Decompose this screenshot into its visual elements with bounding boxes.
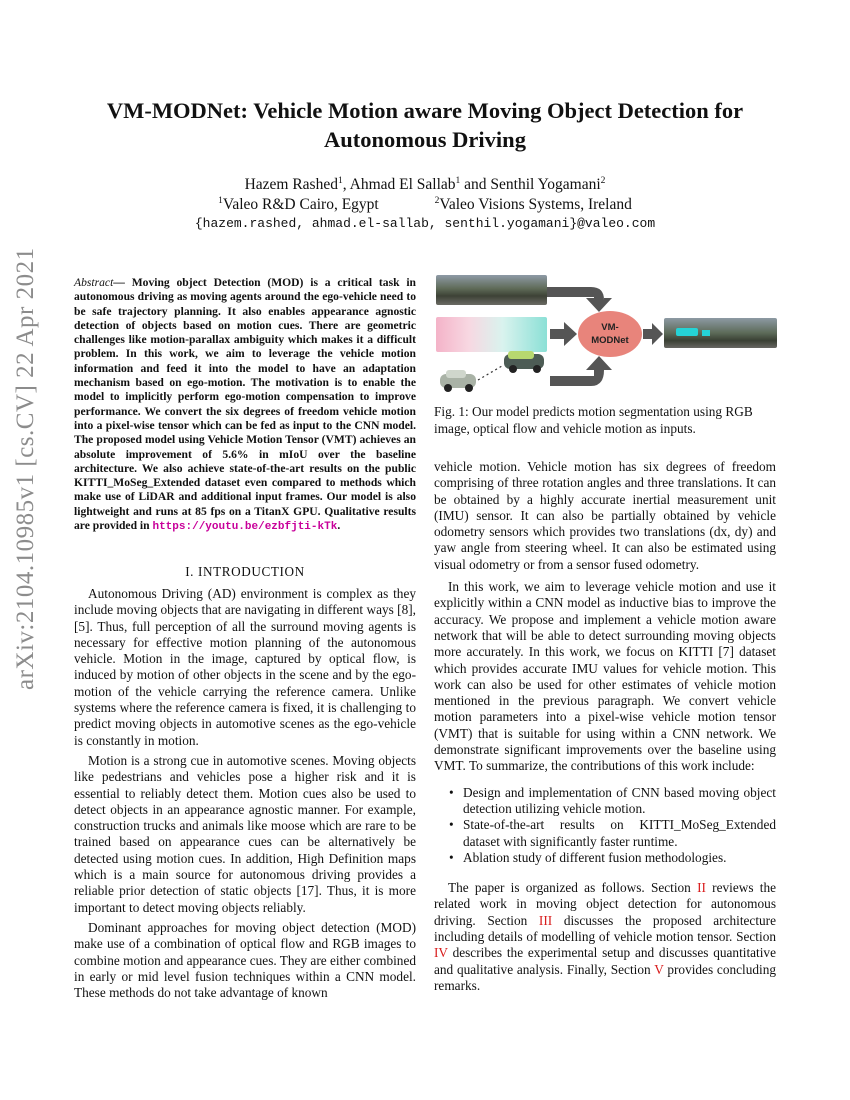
paragraph: Dominant approaches for moving object detection (MOD) make use of a combination of optical flow and RGB images to combine motion and appearance cues. They are either combined in early or mid level fusion techniques within a CNN model. These methods do not take advantage of known — [74, 919, 417, 1001]
abstract-body: Moving object Detection (MOD) is a critical task in autonomous driving as moving agents around the ego-vehicle need to be safe trajectory planning. It also enables appearance agnostic detection of objects based on motion cues. There are geometric challenges like motion-parallax ambiguity which makes it a difficult problem. In this work, we aim to leverage the vehicle motion information and feed it into the model to have an adaptation mechanism based on ego-motion. The motivation is to enable the model to implicitly perform ego-motion compensation to improve performance. We convert the six degrees of freedom vehicle motion into a pixel-wise tensor which can be fed as input to the CNN model. The proposed model using Vehicle Motion Tensor (VMT) achieves an absolute improvement of 5.6% in mIoU over the baseline architecture. We also achieve state-of-the-art results on the public KITTI_MoSeg_Extended dataset even compared to methods which make use of LiDAR and additional input frames. Our model is also lightweight and runs at 85 fps on a TitanX GPU. Qualitative results are provided in — [74, 276, 417, 533]
arrow-from-flow — [550, 322, 577, 346]
list-item: • Ablation study of different fusion methodologies. — [434, 850, 776, 866]
right-column-text — [434, 459, 776, 998]
list-item: • Design and implementation of CNN based moving object detection utilizing vehicle motion. — [434, 785, 776, 818]
affiliation-1: $^1$Valeo R&D Cairo, Egypt — [218, 195, 379, 213]
arrow-from-vehicle — [550, 356, 612, 386]
section-heading-introduction: I. INTRODUCTION — [185, 564, 305, 579]
vm-modnet-node — [578, 311, 642, 357]
author-name: and Senthil Yogamani — [464, 176, 601, 193]
figure-caption: Fig. 1: Our model predicts motion segmentation using RGB image, optical flow and vehicle motion as inputs. — [434, 404, 753, 436]
paper-title: VM-MODNet: Vehicle Motion aware Moving Object Detection for Autonomous Driving — [106, 98, 744, 152]
contribution-list — [434, 785, 776, 866]
figure-1-diagram — [434, 270, 779, 398]
section-ref-link[interactable]: V — [654, 961, 664, 977]
author-name: Ahmad El Sallab — [349, 176, 456, 193]
abstract-heading: Abstract — [74, 276, 114, 289]
author-name: Hazem Rashed — [244, 176, 338, 193]
arxiv-identifier-stamp: arXiv:2104.10985v1 [cs.CV] 22 Apr 2021 — [12, 247, 39, 690]
paragraph: In this work, we aim to leverage vehicle motion and use it explicitly within a CNN model as inductive bias to improve the accuracy. We propose and implement a vehicle motion aware network that will be able to detect surrounding moving objects more accurately. In this work, we focus on KITTI [7] dataset which provides accurate IMU values for vehicle motion. This work can also be used for other estimates of vehicle motion mentioned in the previous paragraph. We convert vehicle motion parameters into a pixel-wise vehicle motion tensor (VMT) that is suitable for using within a CNN network. We demonstrate significant improvements over the baseline using VMT. To summarize, the contributions of this work include: — [434, 579, 776, 774]
author-emails: {hazem.rashed, ahmad.el-sallab, senthil.yogamani}@valeo.com — [194, 216, 656, 231]
arrow-to-output — [643, 323, 663, 345]
paragraph: Autonomous Driving (AD) environment is complex as they include moving objects that are navigating in different ways [8], [5]. Thus, full perception of all the surround moving agents is necessary for effective motion planning of the autonomous vehicle. Motion in the image, captured by optical flow, is induced by motion of other objects in the scene and by the ego-motion of the vehicle carrying the reference camera. Unlike systems where the reference camera is fixed, it is challenging to predict moving objects in automotive scenes as the ego-vehicle is constantly in motion. — [74, 586, 416, 748]
paragraph: Motion is a strong cue in automotive scenes. Moving objects like pedestrians and vehicles pose a higher risk and it is essential to reliably detect them. Motion cues also be used to detect objects in an appearance agnostic manner. For example, construction trucks and animals like moose which are rare to be trained based on appearance cues can be alternatively be detected using motion cues. In addition, High Definition maps which is a main source for autonomous driving provides a reliable prior detection of static objects [17]. Thus, it is more important to detect moving objects reliably. — [74, 752, 416, 915]
affiliation-2: $^2$Valeo Visions Systems, Ireland — [434, 195, 632, 213]
paragraph-organization: The paper is organized as follows. Section II reviews the related work in moving object detection for autonomous driving. Section III discusses the proposed architecture including details of modelling of vehicle motion tensor. Section IV describes the experimental setup and discusses quantitative and qualitative analysis. Finally, Section V provides concluding remarks. — [434, 880, 777, 993]
video-link[interactable]: https://youtu.be/ezbfjti-kTk — [152, 521, 338, 534]
section-ref-link[interactable]: IV — [434, 945, 448, 961]
node-label-line2: MODNet — [591, 335, 629, 346]
section-ref-link[interactable]: II — [697, 880, 706, 896]
author-list: Hazem Rashed$^1$, Ahmad El Sallab$^1$ and Senthil Yogamani$^2$ — [244, 175, 606, 193]
section-ref-link[interactable]: III — [538, 912, 553, 928]
abstract: Abstract— Moving object Detection (MOD) is a critical task in autonomous driving as moving agents around the ego-vehicle need to be safe trajectory planning. It also enables appearance agnostic detection of objects based on motion cues. There are geometric challenges like motion-parallax ambiguity which makes it a difficult problem. In this work, we aim to leverage the vehicle motion information and feed it into the model to have an adaptation mechanism based on ego-motion. The motivation is to enable the model to implicitly perform ego-motion compensation to improve performance. We convert the six degrees of freedom vehicle motion into a pixel-wise tensor which can be fed as input to the CNN model. The proposed model using Vehicle Motion Tensor (VMT) achieves an absolute improvement of 5.6% in mIoU over the baseline architecture. We also achieve state-of-the-art results on the public KITTI_MoSeg_Extended dataset even compared to methods which make use of LiDAR and additional input frames. Our model is also lightweight and runs at 85 fps on a TitanX GPU. Qualitative results are provided in https://youtu.be/ezbfjti-kTk. — [74, 276, 417, 534]
paragraph: vehicle motion. Vehicle motion has six degrees of freedom comprising of three rotation angles and three translations. It can be obtained by a highly accurate inertial measurement unit (IMU) sensor. It can also be partially obtained by vehicle odometry sensors which provides two translations (dx, dy) and yaw angle from steering wheel. It can also be estimated using visual odometry or from a sensor fused odometry. — [434, 459, 776, 572]
affiliations — [70, 194, 780, 215]
left-column-text — [74, 586, 416, 1005]
list-item: • State-of-the-art results on KITTI_MoSeg_Extended dataset with significantly faster runtime. — [434, 817, 776, 850]
node-label-line1: VM- — [601, 322, 619, 333]
arrow-from-rgb — [547, 287, 612, 312]
output-segmentation-thumbnail — [664, 318, 777, 348]
